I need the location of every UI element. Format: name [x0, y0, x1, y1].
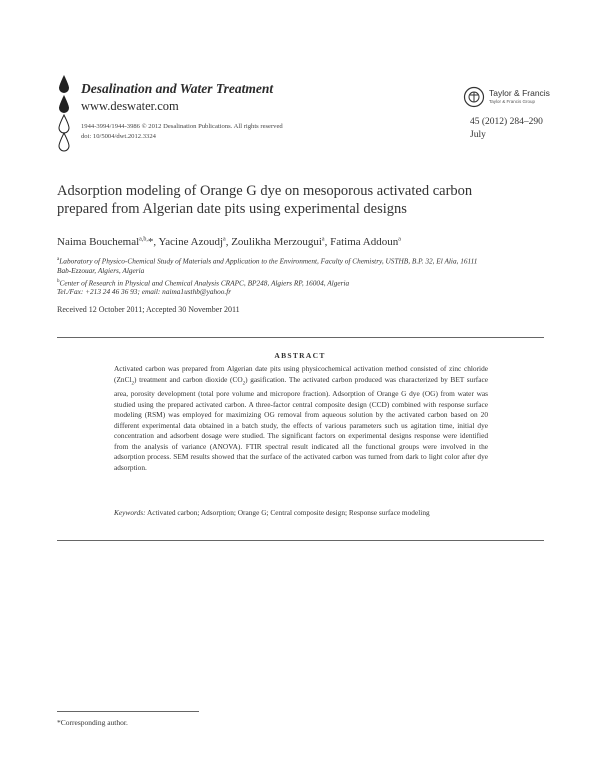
abstract-heading: ABSTRACT — [274, 351, 326, 360]
abstract-text: ) gasification. The activated carbon produced was characterized by BET surface area, porosity development (total pore volume and micropore fraction). Adsorption of Orange G dye (OG) from water was studied using the prepared activated carbon. A three-factor central composite design (CCD) combined with response surface modeling (RSM) was employed for maximizing OG removal from aqueous solution by the activated carbon based on 20 different experimental data obtained in a batch study, the effects of various parameters such us agitation time, initial dye concentration and adsorbent dosage were studied. The significant factors on experimental designs response were identified from the analysis of variance (ANOVA). FTIR spectral result indicated all the functional groups were involved in the adsorption process. SEM results showed that the surface of the activated carbon was turned from dark to light color after dye adsorption. — [114, 374, 488, 472]
abstract-subscript: 2 — [242, 380, 246, 386]
affiliation-a — [57, 255, 487, 276]
abstract-text: ) treatment and carbon dioxide (CO — [134, 374, 243, 384]
affiliation-a-mark: a — [57, 257, 60, 262]
divider-top — [57, 337, 544, 338]
author-affil-sup: a,b, — [139, 236, 148, 243]
publisher-name: Taylor & Francis — [489, 88, 550, 98]
footnote-corresponding: *Corresponding author. — [57, 718, 128, 727]
contact-line: Tel./Fax: +213 24 46 36 93; email: naima1usthb@yahoo.fr — [57, 287, 232, 296]
publisher-logo-icon — [463, 86, 485, 108]
divider-bottom — [57, 540, 544, 541]
corresponding-mark: * — [147, 236, 154, 248]
author-affil-sup: a — [398, 236, 401, 243]
author-name: Fatima Addoun — [330, 236, 399, 248]
affiliation-b-text: Center of Research in Physical and Chemical Analysis CRAPC, BP248, Algiers RP, 16004, Algeria — [59, 278, 350, 288]
keywords-label: Keywords: — [114, 508, 146, 517]
author-name: Zoulikha Merzougui — [231, 236, 322, 248]
author-affil-sup: a — [223, 236, 226, 243]
received-dates: Received 12 October 2011; Accepted 30 November 2011 — [57, 305, 240, 314]
journal-website[interactable]: www.deswater.com — [81, 99, 179, 113]
author-affil-sup: a — [321, 236, 325, 243]
author-name: Naima Bouchemal — [57, 236, 140, 248]
journal-drops-logo — [56, 73, 72, 153]
article-title: Adsorption modeling of Orange G dye on mesoporous activated carbon prepared from Algerian date pits using experimental designs — [57, 183, 473, 217]
affiliation-b-mark: b — [57, 279, 60, 284]
publisher-subname: Taylor & Francis Group — [489, 99, 536, 104]
keywords-block — [114, 507, 488, 519]
journal-title: Desalination and Water Treatment — [81, 81, 274, 96]
abstract-text: Activated carbon was prepared from Algerian date pits using physicochemical activation method consisted of zinc chloride (ZnCl — [114, 364, 488, 384]
abstract-body — [114, 364, 488, 473]
doi-line[interactable]: doi: 10/5004/dwt.2012.3324 — [81, 133, 156, 140]
keywords-text: Activated carbon; Adsorption; Orange G; Central composite design; Response surface modeling — [147, 508, 430, 517]
issue-month: July — [470, 130, 486, 140]
footnote-rule — [57, 711, 199, 712]
affiliation-a-text: Laboratory of Physico-Chemical Study of Materials and Application to the Environment, Faculty of Chemistry, USTHB, B.P. 32, El Alia, 16111 Bab-Ezzouar, Algiers, Algeria — [57, 256, 478, 276]
author-name: Yacine Azoudj — [158, 236, 224, 248]
volume-pages: 45 (2012) 284–290 — [470, 117, 543, 127]
abstract-subscript: 2 — [131, 380, 135, 386]
author-list: Naima Bouchemal$^{a,b,}$*, Yacine Azoudj$^a$, Zoulikha Merzougui$^a$, Fatima Addoun$^a$ — [57, 236, 401, 248]
issn-line: 1944-3994/1944-3986 © 2012 Desalination Publications. All rights reserved — [81, 123, 283, 130]
